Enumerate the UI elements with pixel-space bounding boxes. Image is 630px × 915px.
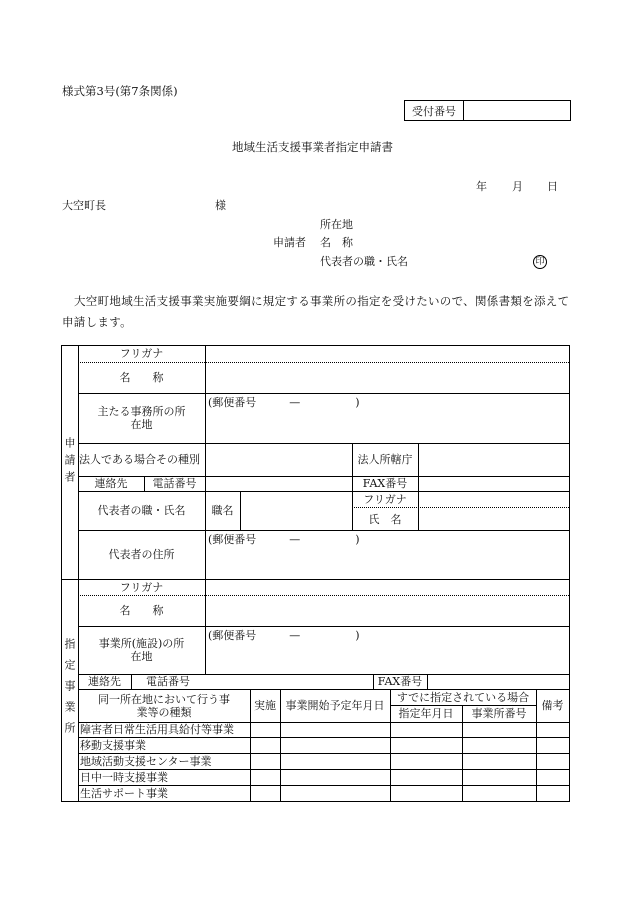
service-row-label: 生活サポート事業 <box>80 786 168 800</box>
office-phone-field[interactable] <box>206 674 373 689</box>
applicant-furigana-field[interactable] <box>206 345 569 362</box>
col-office-no-header: 事業所番号 <box>471 707 527 720</box>
rep-title-label: 職名 <box>211 504 234 517</box>
office-contact-label: 連絡先 <box>88 675 121 688</box>
honorific: 様 <box>215 199 226 212</box>
office-postal[interactable]: (郵便番号 — ) <box>208 628 360 642</box>
corp-authority-field[interactable] <box>419 443 569 476</box>
form-number: 様式第3号(第7条関係) <box>62 84 178 98</box>
applicant-fax-label: FAX番号 <box>362 477 408 490</box>
service-row-label: 日中一時支援事業 <box>80 770 168 784</box>
applicant-phone-label: 電話番号 <box>152 477 197 490</box>
office-fax-field[interactable] <box>428 674 569 689</box>
main-office-postal[interactable]: (郵便番号 — ) <box>208 395 360 409</box>
applicant-name-field[interactable] <box>206 362 569 393</box>
office-group-label: 指定事業所 <box>63 637 76 743</box>
date-month: 月 <box>512 180 523 193</box>
office-fax-label: FAX番号 <box>377 675 423 688</box>
office-name-label: 名 称 <box>119 604 164 617</box>
office-address-label: 事業所(施設)の所在地 <box>98 637 185 663</box>
rep-full-name-label: 氏 名 <box>368 512 402 526</box>
intro-paragraph: 大空町地域生活支援事業実施要綱に規定する事業所の指定を受けたいので、関係書類を添えて申請します。 <box>62 294 570 329</box>
col-service-type-header: 同一所在地において行う事業等の種類 <box>98 692 230 719</box>
applicant-name-label: 名 称 <box>119 371 164 384</box>
rep-postal[interactable]: (郵便番号 — ) <box>208 532 360 546</box>
col-designated-date-header: 指定年月日 <box>398 707 454 720</box>
service-row-label: 地域活動支援センター事業 <box>80 754 212 768</box>
rep-address-label: 代表者の住所 <box>108 548 175 561</box>
receipt-number-label: 受付番号 <box>405 101 464 120</box>
addressee: 大空町長 <box>62 199 106 212</box>
service-row-label: 障害者日常生活用具給付等事業 <box>80 723 234 736</box>
office-name-field[interactable] <box>206 595 569 626</box>
rep-title-field[interactable] <box>241 491 352 530</box>
col-notes-header: 備考 <box>541 699 564 712</box>
office-furigana-label: フリガナ <box>119 580 164 594</box>
col-start-date-header: 事業開始予定年月日 <box>285 699 385 712</box>
applicant-phone-field[interactable] <box>206 476 352 491</box>
document-title: 地域生活支援事業者指定申請書 <box>232 140 393 154</box>
col-already-header: すでに指定されている場合 <box>396 690 530 704</box>
seal-icon: 印 <box>533 255 547 269</box>
applicant-group-label: 申請者 <box>63 436 76 488</box>
header-name-label: 名 称 <box>320 236 353 249</box>
corp-type-field[interactable] <box>206 443 352 476</box>
header-address-label: 所在地 <box>320 218 353 231</box>
table-line <box>569 345 570 802</box>
applicant-fax-field[interactable] <box>419 476 569 491</box>
corp-type-label: 法人である場合その種別 <box>79 453 200 466</box>
main-office-address-label: 主たる事務所の所在地 <box>97 405 186 431</box>
date-day: 日 <box>547 180 558 193</box>
applicant-contact-label: 連絡先 <box>94 477 128 490</box>
rep-furigana-label: フリガナ <box>363 492 407 506</box>
date-year: 年 <box>476 180 487 193</box>
rep-full-name-field[interactable] <box>419 491 569 530</box>
office-furigana-field[interactable] <box>206 579 569 595</box>
corp-authority-label: 法人所轄庁 <box>357 453 413 466</box>
rep-name-label: 代表者の職・氏名 <box>97 504 186 517</box>
table-line <box>61 801 570 802</box>
office-phone-label: 電話番号 <box>146 675 190 688</box>
header-rep-label: 代表者の職・氏名 <box>320 255 408 268</box>
applicant-furigana-label: フリガナ <box>119 347 164 360</box>
header-applicant-label: 申請者 <box>273 236 306 249</box>
col-impl-header: 実施 <box>254 699 276 712</box>
service-row-label: 移動支援事業 <box>80 738 146 752</box>
